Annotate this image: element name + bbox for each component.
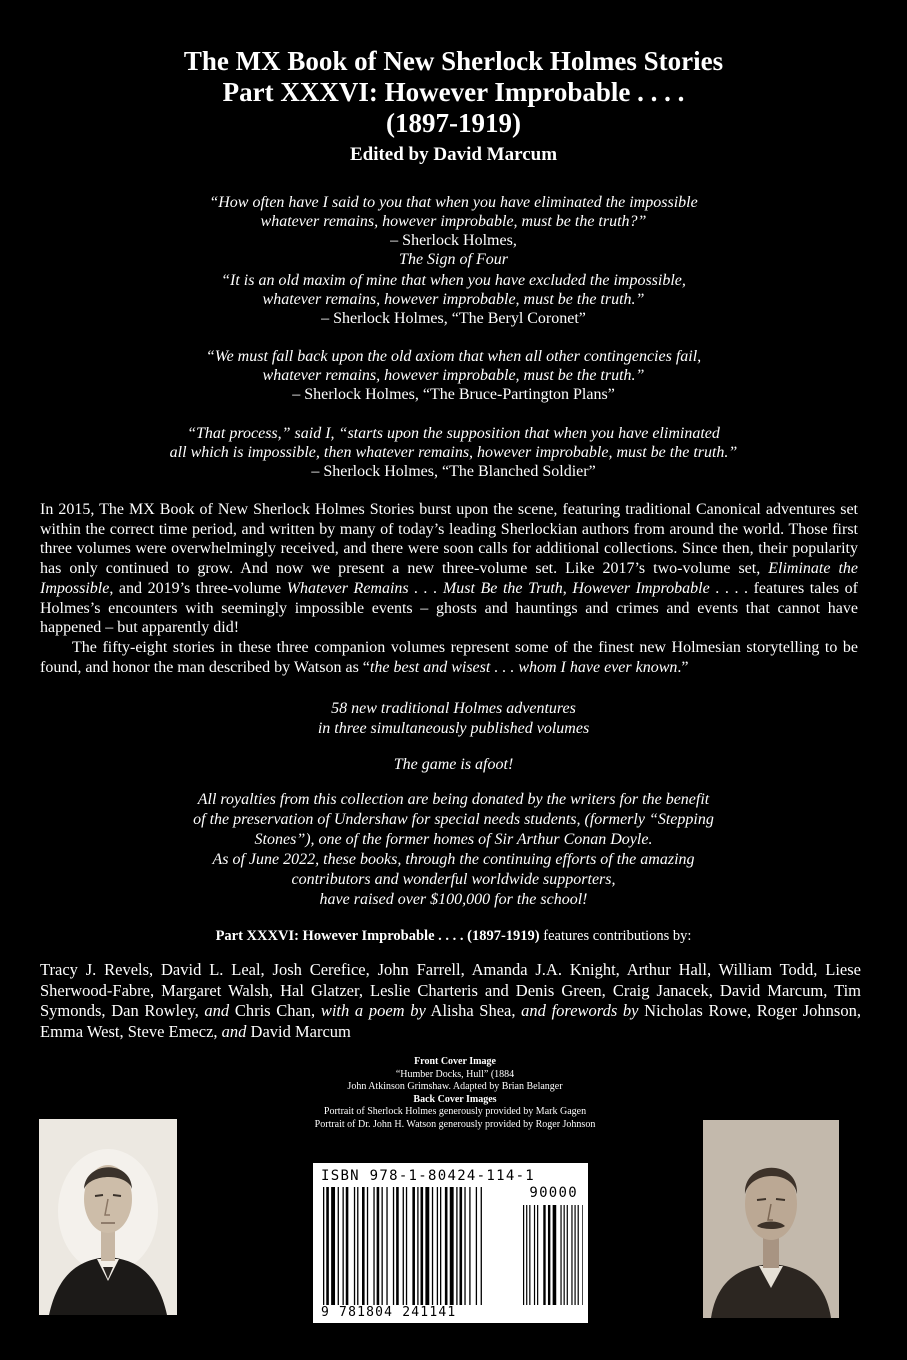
quote-attribution: – Sherlock Holmes, “The Blanched Soldier” xyxy=(311,463,596,480)
barcode-bar xyxy=(425,1187,429,1305)
addon-bar xyxy=(560,1205,561,1305)
addon-bar xyxy=(574,1205,575,1305)
barcode-bar xyxy=(386,1187,387,1305)
barcode-bar xyxy=(469,1187,470,1305)
barcode-bar xyxy=(393,1187,394,1305)
addon-bar xyxy=(526,1205,527,1305)
volume-years: (1897-1919) xyxy=(386,108,521,138)
barcode-bar xyxy=(445,1187,448,1305)
quote-attribution: – Sherlock Holmes, “The Beryl Coronet” xyxy=(321,310,586,327)
game-afoot: The game is afoot! xyxy=(393,756,514,773)
addon-bar xyxy=(548,1205,550,1305)
quote-blanched-soldier xyxy=(0,424,907,481)
barcode-bar xyxy=(367,1187,368,1305)
quote-line: whatever remains, however improbable, must be the truth.” xyxy=(262,291,645,308)
isbn-number: ISBN 978-1-80424-114-1 xyxy=(321,1168,536,1184)
addon-bar xyxy=(543,1205,545,1305)
quote-attribution: – Sherlock Holmes, “The Bruce-Partington Plans” xyxy=(292,386,615,403)
barcode-bar xyxy=(323,1187,324,1305)
quote-line: whatever remains, however improbable, must be the truth?” xyxy=(260,213,647,230)
barcode-bar xyxy=(382,1187,383,1305)
quote-source: “The Bruce-Partington Plans” xyxy=(422,386,615,403)
barcode-bar xyxy=(396,1187,399,1305)
barcode-bar xyxy=(440,1187,441,1305)
addon-bar xyxy=(571,1205,572,1305)
barcode-bar xyxy=(421,1187,424,1305)
book-title: The MX Book of New Sherlock Holmes Stories xyxy=(183,46,724,76)
quote-line: “It is an old maxim of mine that when you have excluded the impossible, xyxy=(221,272,686,289)
price-addon: 90000 xyxy=(529,1185,578,1201)
description-body xyxy=(40,500,858,677)
addon-bar xyxy=(567,1205,568,1305)
addon-bar xyxy=(553,1205,557,1305)
image-credits: Front Cover Image “Humber Docks, Hull” (1884 John Atkinson Grimshaw. Adapted by Brian Belanger Back Cover Images Portrait of Sherlock Holmes generously provided by Mark Gagen Portrait of Dr. John H. Watson generously provided by Roger Johnson xyxy=(250,1056,660,1131)
barcode-bar xyxy=(460,1187,463,1305)
editor-credit: Edited by David Marcum xyxy=(349,144,558,165)
addon-bar xyxy=(529,1205,530,1305)
barcode-bar xyxy=(331,1187,335,1305)
addon-bar xyxy=(523,1205,524,1305)
barcode-bar xyxy=(456,1187,457,1305)
quote-line: all which is impossible, then whatever remains, however improbable, must be the truth.” xyxy=(169,444,738,461)
barcode-bar xyxy=(450,1187,454,1305)
quote-source: “The Blanched Soldier” xyxy=(441,463,596,480)
volume-title: Part XXXVI: However Improbable . . . . xyxy=(222,77,685,107)
isbn-barcode xyxy=(313,1163,588,1323)
barcode-bar xyxy=(373,1187,374,1305)
barcode-bar xyxy=(476,1187,477,1305)
barcode-bar xyxy=(417,1187,418,1305)
addon-bar xyxy=(534,1205,535,1305)
barcode-bar xyxy=(406,1187,407,1305)
addon-bar xyxy=(564,1205,565,1305)
quote-source: The Sign of Four xyxy=(399,251,508,268)
addon-bar xyxy=(582,1205,583,1305)
quote-line: whatever remains, however improbable, must be the truth.” xyxy=(262,367,645,384)
contributions-heading: Part XXXVI: However Improbable . . . . (1897-1919) features contributions by: xyxy=(215,928,692,944)
sherlock-holmes-portrait xyxy=(39,1119,177,1315)
barcode-bar xyxy=(343,1187,344,1305)
barcode-bar xyxy=(403,1187,404,1305)
quote-beryl-coronet xyxy=(0,271,907,328)
watson-portrait-drawing xyxy=(703,1120,839,1318)
barcode-bar xyxy=(346,1187,349,1305)
barcode-bars xyxy=(321,1187,583,1305)
barcode-bar xyxy=(357,1187,358,1305)
quote-bruce-partington xyxy=(0,347,907,404)
addon-bar xyxy=(537,1205,538,1305)
ean-digits: 9 781804 241141 xyxy=(321,1305,457,1320)
quote-source: “The Beryl Coronet” xyxy=(451,310,586,327)
barcode-bar xyxy=(338,1187,339,1305)
contributor-list: Tracy J. Revels, David L. Leal, Josh Cerefice, John Farrell, Amanda J.A. Knight, Arthur Hall, William Todd, Liese Sherwood-Fabre, Margaret Walsh, Hal Glatzer, Leslie Charteris and Denis Green, Craig Janacek, David Marcum, Tim Symonds, Dan Rowley, and Chris Chan, with a poem by Alisha Shea, and forewords by Nicholas Rowe, Roger Johnson, Emma West, Steve Emecz, and David Marcum xyxy=(40,960,861,1041)
quote-line: “How often have I said to you that when you have eliminated the impossible xyxy=(209,194,698,211)
barcode-bar xyxy=(326,1187,329,1305)
description-paragraph: In 2015, The MX Book of New Sherlock Holmes Stories burst upon the scene, featuring traditional Canonical adventures set within the correct time period, and written by many of today’s leading Sherlockian authors from around the world. Those first three volumes were overwhelmingly received, and there were soon calls for additional collections. Since then, their popularity has only continued to grow. And now we present a new three-volume set. Like 2017’s two-volume set, Eliminate the Impossible, and 2019’s three-volume Whatever Remains . . . Must Be the Truth, However Improbable . . . . features tales of Holmes’s encounters with seemingly impossible events – ghosts and hauntings and crimes and events that cannot have happened – but apparently did! xyxy=(40,501,859,637)
description-paragraph: The fifty-eight stories in these three companion volumes represent some of the finest new Holmesian storytelling to be found, and honor the man described by Watson as “the best and wisest . . . whom I have ever known.” xyxy=(40,638,858,676)
barcode-bar xyxy=(432,1187,433,1305)
barcode-bar xyxy=(437,1187,438,1305)
barcode-bar xyxy=(354,1187,355,1305)
quote-line: “That process,” said I, “starts upon the supposition that when you have eliminated xyxy=(187,425,720,442)
john-watson-portrait xyxy=(703,1120,839,1318)
barcode-bar xyxy=(464,1187,465,1305)
quote-attribution: – Sherlock Holmes, The Sign of Four xyxy=(0,231,907,269)
quote-sign-of-four xyxy=(0,193,907,269)
title-block xyxy=(0,46,907,167)
barcode-bar xyxy=(412,1187,415,1305)
back-cover-heading: Back Cover Images xyxy=(413,1093,497,1105)
barcode-bar xyxy=(362,1187,365,1305)
barcode-bar xyxy=(481,1187,482,1305)
holmes-portrait-drawing xyxy=(39,1119,177,1315)
addon-bar xyxy=(578,1205,579,1305)
front-cover-heading: Front Cover Image xyxy=(414,1056,496,1067)
royalties-note: All royalties from this collection are being donated by the writers for the benefit of the preservation of Undershaw for special needs students, (formerly “Stepping Stones”), one of the former homes of Sir Arthur Conan Doyle. As of June 2022, these books, through the continuing efforts of the amazing contributors and wonderful worldwide supporters, have raised over $100,000 for the school! xyxy=(193,791,714,908)
quote-line: “We must fall back upon the old axiom that when all other contingencies fail, xyxy=(205,348,702,365)
barcode-bar xyxy=(377,1187,380,1305)
tagline: 58 new traditional Holmes adventures in three simultaneously published volumes xyxy=(317,700,590,737)
